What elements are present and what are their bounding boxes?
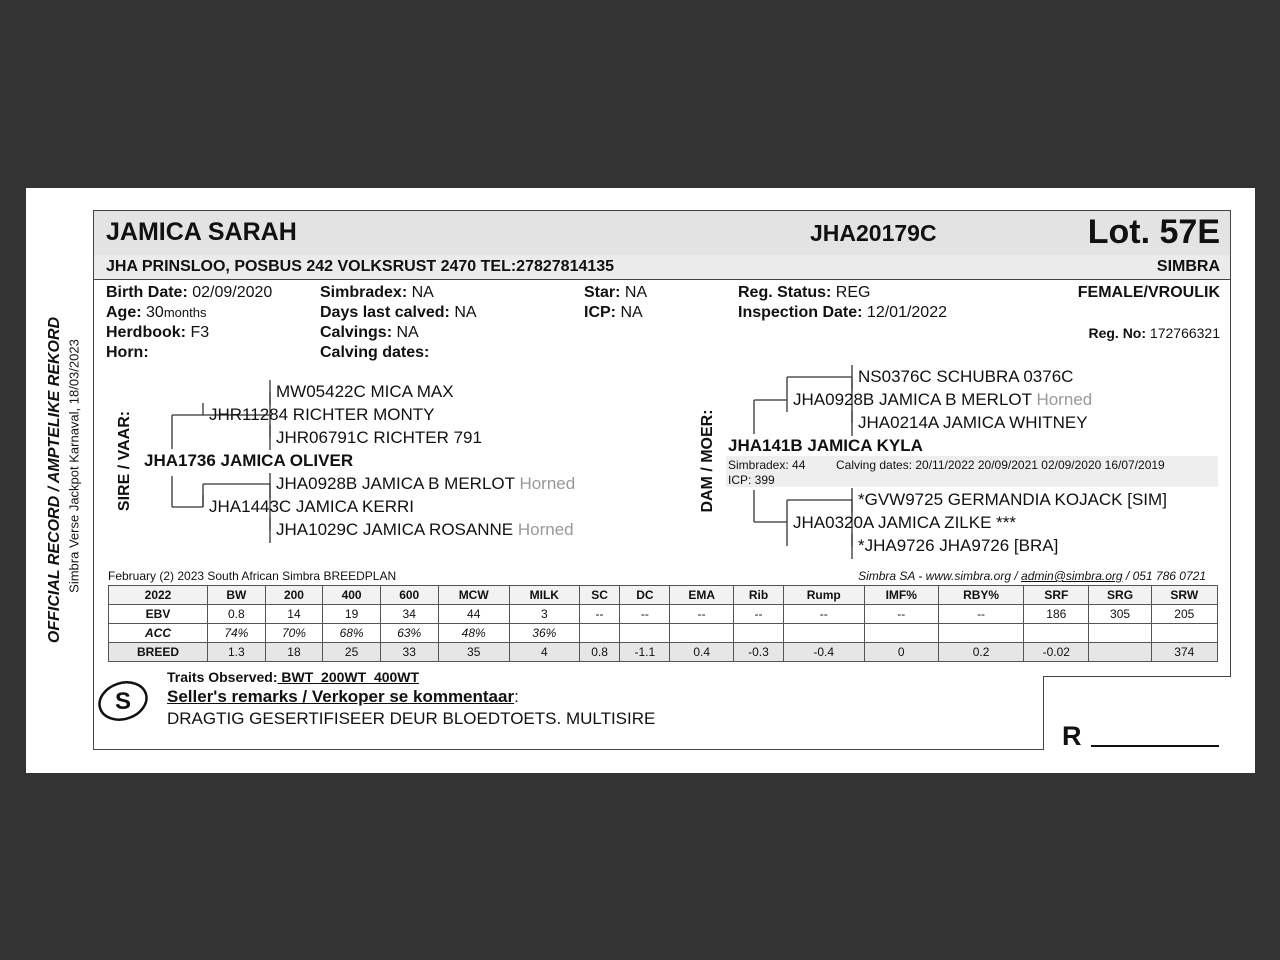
- table-cell: --: [670, 605, 734, 624]
- table-cell: -0.4: [783, 643, 864, 662]
- table-row: [109, 643, 1218, 662]
- dam-sire-dam: JHA0214A JAMICA WHITNEY: [858, 413, 1088, 432]
- table-header-cell: SRF: [1024, 586, 1089, 605]
- sire-sire-dam: JHR06791C RICHTER 791: [276, 428, 482, 447]
- inspection-date: Inspection Date: 12/01/2022: [738, 304, 947, 321]
- table-cell: [783, 624, 864, 643]
- breedplan-table: [108, 585, 1218, 662]
- price-currency: R: [1062, 721, 1082, 751]
- table-year-cell: 2022: [109, 586, 208, 605]
- table-cell: 0.2: [938, 643, 1023, 662]
- age: Age: 30months: [106, 304, 207, 321]
- table-header-cell: EMA: [670, 586, 734, 605]
- horned-note: Horned: [517, 520, 574, 539]
- table-header-cell: MILK: [509, 586, 579, 605]
- dam-sire: JHA0928B JAMICA B MERLOT Horned: [793, 390, 1093, 409]
- animal-reg-id: JHA20179C: [810, 220, 937, 246]
- table-cell: 0.8: [208, 605, 266, 624]
- sex: FEMALE/VROULIK: [1077, 284, 1220, 301]
- table-cell: 74%: [208, 624, 266, 643]
- simbradex: Simbradex: NA: [320, 284, 434, 301]
- table-cell: -0.3: [734, 643, 784, 662]
- remarks-title: Seller's remarks / Verkoper se kommentaar:: [167, 687, 519, 706]
- table-cell: -1.1: [620, 643, 670, 662]
- sire-label: SIRE / VAAR:: [116, 410, 133, 512]
- table-cell: 0: [864, 643, 938, 662]
- traits-observed: Traits Observed: BWT 200WT 400WT: [167, 669, 420, 685]
- sire-dam-sire: JHA0928B JAMICA B MERLOT Horned: [276, 474, 576, 493]
- table-cell: --: [938, 605, 1023, 624]
- table-cell: [1089, 624, 1151, 643]
- table-cell: 305: [1089, 605, 1151, 624]
- table-cell: [620, 624, 670, 643]
- sire-sire-sire: MW05422C MICA MAX: [276, 382, 454, 401]
- table-header-cell: RBY%: [938, 586, 1023, 605]
- table-cell: 63%: [380, 624, 438, 643]
- table-cell: --: [620, 605, 670, 624]
- table-row: [109, 624, 1218, 643]
- table-header-cell: MCW: [438, 586, 509, 605]
- table-header-cell: 400: [323, 586, 381, 605]
- horned-note: Horned: [1036, 390, 1093, 409]
- breedplan-title: February (2) 2023 South African Simbra BREEDPLAN: [108, 569, 397, 583]
- table-cell: 35: [438, 643, 509, 662]
- table-header-cell: IMF%: [864, 586, 938, 605]
- table-cell: 14: [265, 605, 323, 624]
- table-cell: 205: [1151, 605, 1217, 624]
- email-link[interactable]: admin@simbra.org: [1021, 569, 1123, 583]
- table-cell: 68%: [323, 624, 381, 643]
- table-cell: 19: [323, 605, 381, 624]
- table-cell: 25: [323, 643, 381, 662]
- breed-name: SIMBRA: [1156, 258, 1220, 275]
- table-header-cell: SRG: [1089, 586, 1151, 605]
- sire-dam: JHA1443C JAMICA KERRI: [209, 497, 415, 516]
- calving-dates-label: Calving dates:: [320, 344, 430, 361]
- table-cell: 0.8: [579, 643, 620, 662]
- lot-number: Lot. 57E: [1087, 213, 1220, 251]
- table-header-cell: BW: [208, 586, 266, 605]
- price-line[interactable]: [1091, 745, 1219, 747]
- table-cell: 33: [380, 643, 438, 662]
- table-row-label: ACC: [109, 624, 208, 643]
- event-label: Simbra Verse Jackpot Karnaval, 18/03/2023: [66, 339, 82, 593]
- table-cell: [1024, 624, 1089, 643]
- table-row-label: BREED: [109, 643, 208, 662]
- dam-calving-dates: Calving dates: 20/11/2022 20/09/2021 02/09/2020 16/07/2019: [836, 458, 1165, 472]
- horn-label: Horn:: [106, 344, 149, 361]
- dam-label: DAM / MOER:: [699, 409, 716, 513]
- sire-name: JHA1736 JAMICA OLIVER: [144, 451, 354, 470]
- table-cell: 4: [509, 643, 579, 662]
- logo-letter: S: [114, 688, 132, 715]
- calvings: Calvings: NA: [320, 324, 419, 341]
- table-cell: [1151, 624, 1217, 643]
- table-cell: --: [734, 605, 784, 624]
- table-cell: 186: [1024, 605, 1089, 624]
- reg-status: Reg. Status: REG: [738, 284, 871, 301]
- table-header-cell: 600: [380, 586, 438, 605]
- table-cell: [670, 624, 734, 643]
- table-cell: [734, 624, 784, 643]
- breedplan-contact: Simbra SA - www.simbra.org / admin@simbra.org / 051 786 0721: [858, 569, 1206, 583]
- table-header-cell: SRW: [1151, 586, 1217, 605]
- table-cell: 44: [438, 605, 509, 624]
- dam-simbradex: Simbradex: 44: [728, 458, 806, 472]
- sire-sire: JHR11284 RICHTER MONTY: [209, 405, 435, 424]
- herdbook: Herdbook: F3: [106, 324, 210, 341]
- table-cell: -0.02: [1024, 643, 1089, 662]
- table-header-cell: DC: [620, 586, 670, 605]
- table-header-cell: Rib: [734, 586, 784, 605]
- table-header-cell: 200: [265, 586, 323, 605]
- table-cell: 3: [509, 605, 579, 624]
- table-cell: 374: [1151, 643, 1217, 662]
- dam-dam-sire: *GVW9725 GERMANDIA KOJACK [SIM]: [858, 490, 1167, 509]
- remarks-text: DRAGTIG GESERTIFISEER DEUR BLOEDTOETS. MULTISIRE: [167, 709, 656, 728]
- sire-dam-dam: JHA1029C JAMICA ROSANNE Horned: [276, 520, 574, 539]
- star: Star: NA: [584, 284, 648, 301]
- table-cell: 18: [265, 643, 323, 662]
- dam-name: JHA141B JAMICA KYLA: [728, 436, 923, 455]
- table-cell: 48%: [438, 624, 509, 643]
- table-cell: 36%: [509, 624, 579, 643]
- table-cell: --: [864, 605, 938, 624]
- table-cell: [938, 624, 1023, 643]
- dam-icp: ICP: 399: [728, 473, 775, 487]
- dam-sire-sire: NS0376C SCHUBRA 0376C: [858, 367, 1074, 386]
- table-cell: --: [579, 605, 620, 624]
- reg-number: Reg. No: 172766321: [1088, 325, 1220, 341]
- table-cell: [864, 624, 938, 643]
- table-header-cell: SC: [579, 586, 620, 605]
- table-cell: --: [783, 605, 864, 624]
- table-row: [109, 605, 1218, 624]
- animal-name: JAMICA SARAH: [106, 218, 297, 246]
- table-row-label: EBV: [109, 605, 208, 624]
- dam-dam-dam: *JHA9726 JHA9726 [BRA]: [858, 536, 1059, 555]
- table-cell: 34: [380, 605, 438, 624]
- table-cell: 1.3: [208, 643, 266, 662]
- simbra-logo-icon: [95, 677, 153, 723]
- table-header-cell: Rump: [783, 586, 864, 605]
- table-cell: [1089, 643, 1151, 662]
- icp: ICP: NA: [584, 304, 643, 321]
- dam-dam: JHA0320A JAMICA ZILKE ***: [793, 513, 1016, 532]
- horned-note: Horned: [519, 474, 576, 493]
- table-cell: 0.4: [670, 643, 734, 662]
- table-cell: 70%: [265, 624, 323, 643]
- days-last-calved: Days last calved: NA: [320, 304, 477, 321]
- table-cell: [579, 624, 620, 643]
- birth-date: Birth Date: 02/09/2020: [106, 284, 273, 301]
- breeder-details: JHA PRINSLOO, POSBUS 242 VOLKSRUST 2470 TEL:27827814135: [106, 258, 615, 275]
- official-record-label: OFFICIAL RECORD / AMPTELIKE REKORD: [46, 316, 63, 644]
